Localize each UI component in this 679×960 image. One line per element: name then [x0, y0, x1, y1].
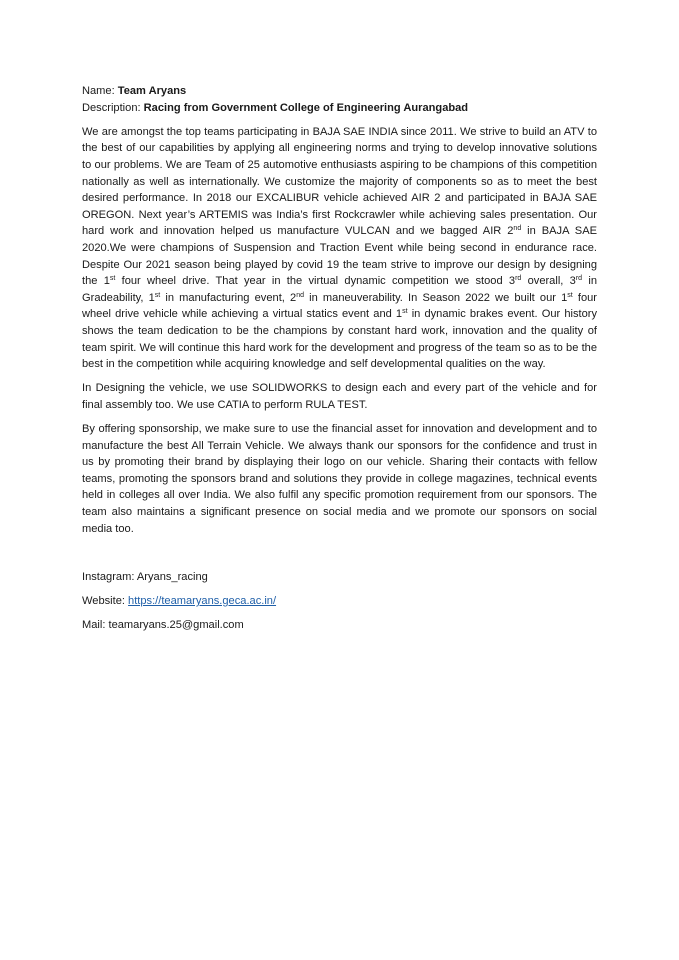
website-link[interactable]: https://teamaryans.geca.ac.in/	[128, 595, 277, 607]
description-line	[82, 100, 597, 117]
description-value: Racing from Government College of Engineering Aurangabad	[143, 101, 469, 114]
sponsorship-paragraph: By offering sponsorship, we make sure to use the financial asset for innovation and development and to manufacture the best All Terrain Vehicle. We always thank our sponsors for the confidence and trust in us by promoting their brand by displaying their logo on our vehicle. Sharing their contacts with fellow teams, promoting the sponsors brand and solutions they provide in college magazines, technical events held in colleges all over India. We also fulfil any specific promotion requirement from our sponsors. The team also maintains a significant presence on social media and we promote our sponsors on social media too.	[82, 423, 597, 535]
instagram-line: Instagram: Aryans_racing	[82, 570, 208, 583]
design-paragraph: In Designing the vehicle, we use SOLIDWORKS to design each and every part of the vehicle and for final assembly too. We use CATIA to perform RULA TEST.	[82, 382, 597, 411]
text-run: in Gradeability, 1	[82, 275, 597, 304]
text-run: four wheel drive. That year in the virtual dynamic competition we stood 3	[115, 275, 516, 288]
superscript: st	[402, 308, 408, 316]
text-run: in manufacturing event, 2	[160, 291, 297, 304]
mail-line: Mail: teamaryans.25@gmail.com	[82, 619, 244, 632]
superscript: st	[109, 275, 116, 283]
text-run: in dynamic brakes event. Our history shows the team dedication to be the champions by constant hard work, innovation and the quality of team spirit. We will continue this hard work for the development and progress of the team so as to be the best in the competition while acquiring knowledge and self developmental qualities on the way.	[82, 308, 598, 371]
description-label: Description:	[82, 101, 144, 114]
team-name: Team Aryans	[117, 85, 187, 97]
text-run: We are amongst the top teams participating in BAJA SAE INDIA since 2011. We strive to build an ATV to the best of our capabilities by applying all engineering norms and trying to develop innovative solutions to our problems. We are Team of 25 automotive enthusiasts aspiring to be champions of this competition nationally as well as internationally. We customize the majority of components so as to meet the best desired performance. In 2018 our EXCALIBUR vehicle achieved AIR 2 and participated in BAJA SAE OREGON. Next year’s ARTEMIS was India’s first Rockcrawler while achieving sales presentation. Our hard work and innovation helped us manufacture VULCAN and we bagged AIR 2	[82, 125, 597, 238]
superscript: st	[567, 291, 573, 299]
about-paragraph	[82, 124, 597, 373]
superscript: nd	[296, 291, 304, 299]
website-line	[82, 593, 597, 610]
text-run: in BAJA SAE 2020.We were champions of Suspension and Traction Event while being second in endurance race. Despite Our 2021 season being played by covid 19 the team strive to improve our design by designing the 1	[82, 225, 597, 288]
document-page	[82, 83, 597, 641]
website-label: Website:	[82, 595, 129, 607]
superscript: nd	[513, 225, 522, 233]
superscript: rd	[515, 275, 522, 283]
name-line	[82, 83, 597, 100]
text-run: in maneuverability. In Season 2022 we built our 1	[303, 291, 568, 304]
spacer	[82, 545, 597, 569]
text-run: four wheel drive vehicle while achieving a virtual statics event and 1	[82, 291, 597, 321]
superscript: rd	[575, 275, 583, 283]
superscript: st	[154, 291, 161, 299]
name-label: Name:	[82, 85, 118, 97]
text-run: overall, 3	[521, 275, 576, 288]
